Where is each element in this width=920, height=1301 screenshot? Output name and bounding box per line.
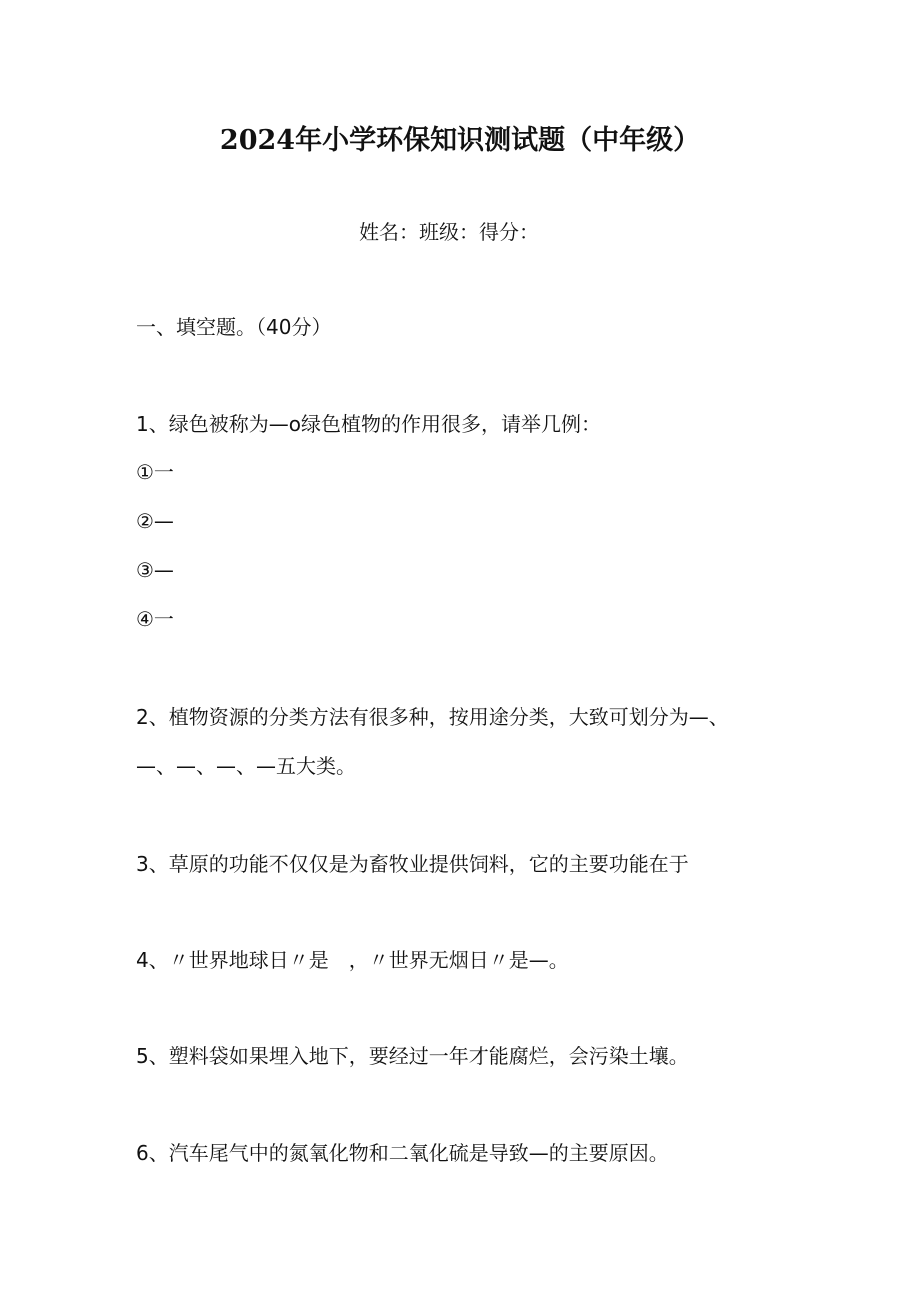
section-heading: 一、填空题。（40分） — [136, 315, 332, 339]
student-info-line: 姓名：班级：得分： — [359, 220, 539, 244]
question-3: 3、草原的功能不仅仅是为畜牧业提供饲料，它的主要功能在于 — [136, 852, 689, 876]
question-2: 2、植物资源的分类方法有很多种，按用途分类，大致可划分为—、 — [136, 705, 729, 729]
question-6: 6、汽车尾气中的氮氧化物和二氧化硫是导致—的主要原因。 — [136, 1141, 669, 1165]
answer-blank-2: ②— — [136, 509, 174, 533]
question-5: 5、塑料袋如果埋入地下，要经过一年才能腐烂，会污染土壤。 — [136, 1044, 689, 1068]
page-title: 2024年小学环保知识测试题（中年级） — [219, 125, 701, 156]
question-4: 4、〃世界地球日〃是 ，〃世界无烟日〃是—。 — [136, 948, 569, 972]
question-2-continued: —、—、—、—五大类。 — [136, 754, 356, 778]
answer-blank-1: ①一 — [136, 460, 174, 484]
answer-blank-4: ④一 — [136, 607, 174, 631]
answer-blank-3: ③— — [136, 558, 174, 582]
question-1: 1、绿色被称为—o绿色植物的作用很多，请举几例： — [136, 412, 601, 436]
